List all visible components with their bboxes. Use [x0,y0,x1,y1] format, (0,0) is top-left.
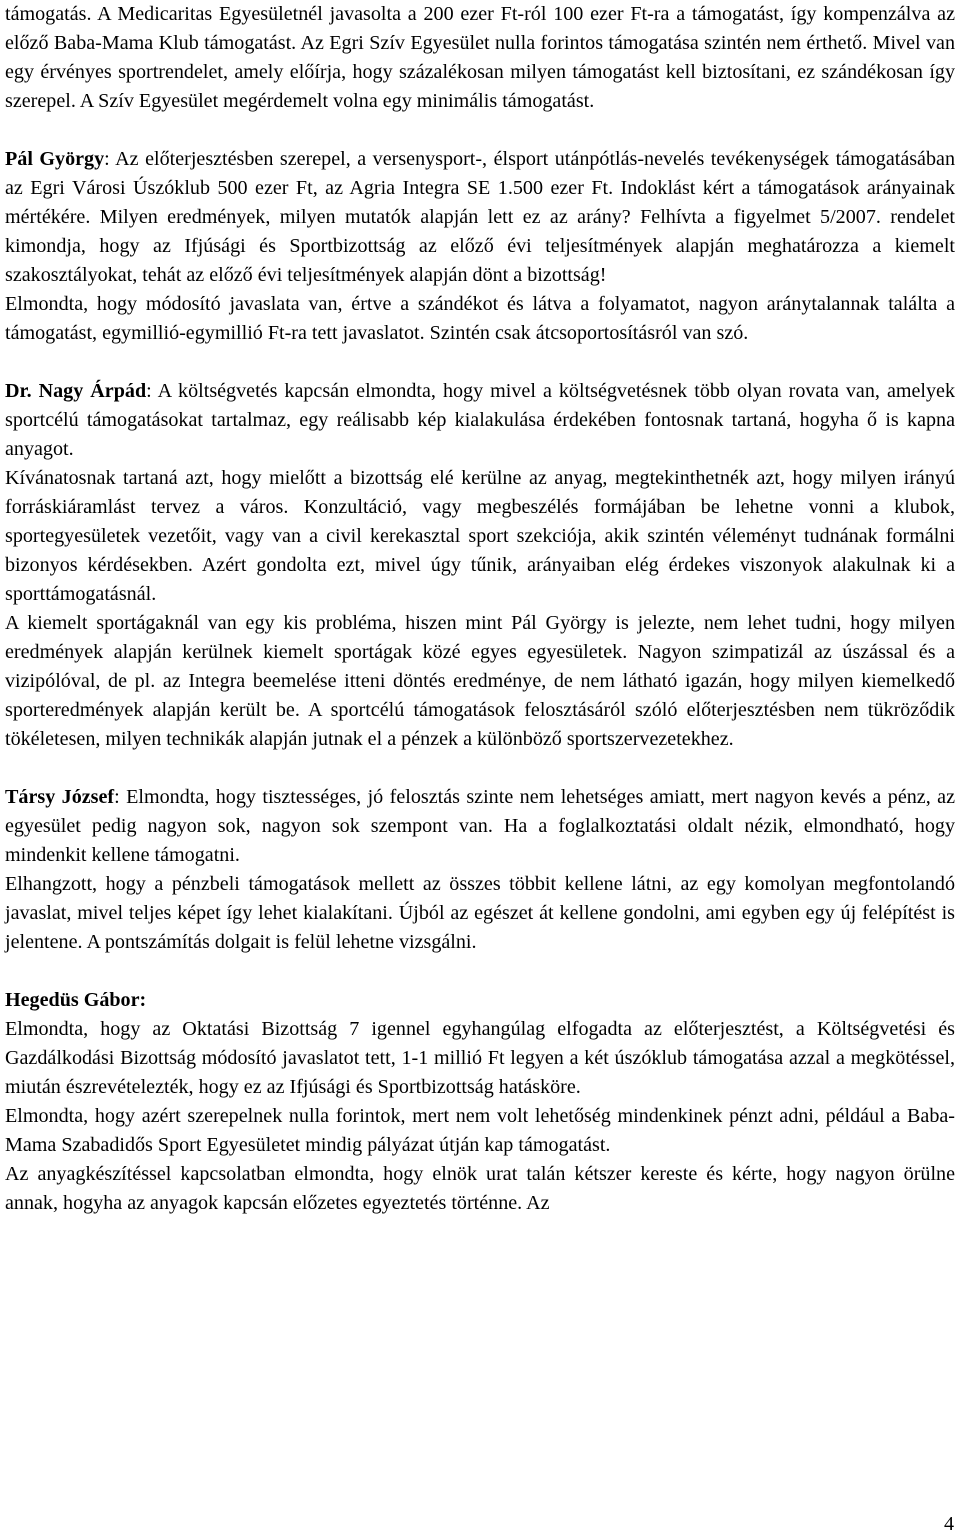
speaker-name: Társy József [5,786,115,808]
paragraph [5,783,955,870]
document-page [5,0,955,1218]
paragraph-gap [5,957,955,986]
paragraph: A kiemelt sportágaknál van egy kis probléma, hiszen mint Pál György is jelezte, nem lehet tudni, hogy milyen eredmények alapján kerülnek kiemelt sportágak közé egyes egyesületek. Nagyon szimpatizál az úszással és a vizipólóval, de pl. az Integra beemelése itteni döntés eredménye, de nem látható igazán, hogy milyen kiemelkedő sporteredmények alapján került be. A sportcélú támogatások felosztásáról szóló előterjesztésben nem tükröződik tökéletesen, milyen technikák alapján jutnak el a pénzek a különböző sportszervezetekhez. [5,612,955,750]
paragraph: Elmondta, hogy az Oktatási Bizottság 7 igennel egyhangúlag elfogadta az előterjesztést, a Költségvetési és Gazdálkodási Bizottság módosító javaslatot tett, 1-1 millió Ft legyen a két úszóklub támogatása azzal a megkötéssel, miután észrevételezték, hogy ez az Ifjúsági és Sportbizottság hatásköre. [5,1018,955,1098]
speaker-name: Dr. Nagy Árpád [5,380,147,402]
paragraph: Kívánatosnak tartaná azt, hogy mielőtt a bizottság elé kerülne az anyag, megtekinthetnék azt, hogy milyen irányú forráskiáramlást tervez a város. Konzultáció, vagy megbeszélés formájában be lehetne vonni a klubok, sportegyesületek vezetőit, vagy van a civil kerekasztal sport szekciója, akik szintén véleményt tudnának formálni bizonyos kérdésekben. Azért gondolta ezt, mivel úgy tűnik, arányaiban elég érdekes viszonyok alakulnak ki a sporttámogatásnál. [5,467,955,605]
paragraph-text: : Elmondta, hogy tisztességes, jó felosztás szinte nem lehetséges amiatt, mert nagyon kevés a pénz, az egyesület pedig nagyon sok, nagyon sok szempont van. Ha a foglalkoztatási oldalt nézik, elmondható, hogy mindenkit kellene támogatni. [5,786,956,866]
paragraph: Elmondta, hogy azért szerepelnek nulla forintok, mert nem volt lehetőség mindenkinek pénzt adni, például a Baba-Mama Szabadidős Sport Egyesületet mindig pályázat útján kap támogatást. [5,1105,955,1156]
paragraph [5,145,955,290]
paragraph: Elhangzott, hogy a pénzbeli támogatások mellett az összes többit kellene látni, az egy komolyan megfontolandó javaslat, mivel teljes képet így lehet kialakítani. Újból az egészet át kellene gondolni, ami egyben egy új felépítést is jelentene. A pontszámítás dolgait is felül lehetne vizsgálni. [5,873,955,953]
paragraph [5,377,955,464]
paragraph: Az anyagkészítéssel kapcsolatban elmondta, hogy elnök urat talán kétszer kereste és kérte, hogy nagyon örülne annak, hogyha az anyagok kapcsán előzetes egyeztetés történne. Az [5,1163,955,1214]
paragraph-text: : A költségvetés kapcsán elmondta, hogy mivel a költségvetésnek több olyan rovata van, amelyek sportcélú támogatásokat tartalmaz, egy reálisabb kép kialakulása érdekében fontosnak tartaná, hogyha ő is kapna anyagot. [5,380,956,460]
paragraph: Elmondta, hogy módosító javaslata van, értve a szándékot és látva a folyamatot, nagyon aránytalannak találta a támogatást, egymillió-egymillió Ft-ra tett javaslatot. Szintén csak átcsoportosításról van szó. [5,293,955,344]
paragraph-gap [5,348,955,377]
paragraph: támogatás. A Medicaritas Egyesületnél javasolta a 200 ezer Ft-ról 100 ezer Ft-ra a támogatást, így kompenzálva az előző Baba-Mama Klub támogatást. Az Egri Szív Egyesület nulla forintos támogatása szintén nem érthető. Mivel van egy érvényes sportrendelet, amely előírja, hogy százalékosan milyen támogatást kell biztosítani, ez szándékosan így szerepel. A Szív Egyesület megérdemelt volna egy minimális támogatást. [5,3,955,112]
page-number: 4 [943,1513,954,1535]
paragraph-gap [5,754,955,783]
speaker-heading: Hegedüs Gábor: [5,989,147,1011]
paragraph-text: : Az előterjesztésben szerepel, a versenysport-, élsport utánpótlás-nevelés tevékenységek támogatásában az Egri Városi Úszóklub 500 ezer Ft, az Agria Integra SE 1.500 ezer Ft. Indoklást kért a támogatások arányainak mértékére. Milyen eredmények, milyen mutatók alapján lett ez az arány? Felhívta a figyelmet 5/2007. rendelet kimondja, hogy az Ifjúsági és Sportbizottság az előző évi teljesítmények alapján meghatározza a kiemelt szakosztályokat, tehát az előző évi teljesítmények alapján dönt a bizottság! [5,148,955,286]
paragraph-gap [5,116,955,145]
speaker-name: Pál György [5,148,105,170]
